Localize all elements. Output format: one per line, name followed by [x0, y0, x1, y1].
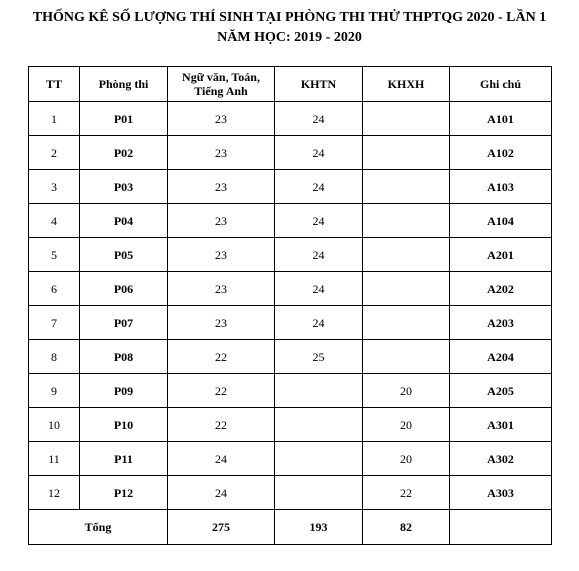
- cell-core: 23: [168, 272, 275, 306]
- cell-room: P12: [80, 476, 168, 510]
- cell-room: P03: [80, 170, 168, 204]
- cell-tt: 8: [29, 340, 80, 374]
- school-year-title: NĂM HỌC: 2019 - 2020: [217, 30, 362, 45]
- header-khtn: KHTN: [275, 67, 363, 102]
- cell-note: A301: [450, 408, 552, 442]
- cell-khxh: [363, 136, 450, 170]
- cell-khtn: 24: [275, 204, 363, 238]
- cell-core: 22: [168, 408, 275, 442]
- cell-tt: 3: [29, 170, 80, 204]
- cell-note: A204: [450, 340, 552, 374]
- cell-room: P01: [80, 102, 168, 136]
- cell-core: 23: [168, 170, 275, 204]
- cell-room: P09: [80, 374, 168, 408]
- table-row: [29, 340, 552, 374]
- cell-core: 23: [168, 204, 275, 238]
- cell-tt: 12: [29, 476, 80, 510]
- cell-khxh: [363, 238, 450, 272]
- cell-khxh: [363, 204, 450, 238]
- cell-khxh: 20: [363, 374, 450, 408]
- header-row: [29, 67, 552, 102]
- cell-khtn: [275, 476, 363, 510]
- cell-note: A302: [450, 442, 552, 476]
- total-row: [29, 510, 552, 545]
- table-row: [29, 102, 552, 136]
- cell-khxh: 20: [363, 408, 450, 442]
- table-row: [29, 238, 552, 272]
- total-khxh: 82: [363, 510, 450, 545]
- cell-core: 23: [168, 136, 275, 170]
- cell-room: P08: [80, 340, 168, 374]
- cell-khtn: [275, 442, 363, 476]
- cell-note: A102: [450, 136, 552, 170]
- table-row: [29, 442, 552, 476]
- header-tt: TT: [29, 67, 80, 102]
- cell-khtn: 25: [275, 340, 363, 374]
- cell-khtn: 24: [275, 272, 363, 306]
- cell-khxh: [363, 340, 450, 374]
- table-row: [29, 306, 552, 340]
- cell-khtn: [275, 374, 363, 408]
- cell-khxh: [363, 170, 450, 204]
- candidate-stats-table: [28, 66, 552, 545]
- cell-note: A101: [450, 102, 552, 136]
- total-label: Tổng: [29, 510, 168, 545]
- table-row: [29, 476, 552, 510]
- cell-khxh: 22: [363, 476, 450, 510]
- header-room: Phòng thi: [80, 67, 168, 102]
- table-row: [29, 374, 552, 408]
- cell-room: P05: [80, 238, 168, 272]
- cell-core: 22: [168, 374, 275, 408]
- cell-note: A103: [450, 170, 552, 204]
- header-core-subjects: [168, 67, 275, 102]
- cell-tt: 11: [29, 442, 80, 476]
- cell-khxh: [363, 272, 450, 306]
- cell-note: A104: [450, 204, 552, 238]
- header-core-line1: Ngữ văn, Toán,: [182, 70, 260, 84]
- cell-core: 23: [168, 102, 275, 136]
- cell-khxh: 20: [363, 442, 450, 476]
- cell-room: P06: [80, 272, 168, 306]
- cell-tt: 6: [29, 272, 80, 306]
- total-khtn: 193: [275, 510, 363, 545]
- cell-note: A202: [450, 272, 552, 306]
- cell-note: A203: [450, 306, 552, 340]
- table-row: [29, 170, 552, 204]
- total-core: 275: [168, 510, 275, 545]
- cell-core: 22: [168, 340, 275, 374]
- cell-core: 23: [168, 238, 275, 272]
- cell-khtn: 24: [275, 102, 363, 136]
- header-khxh: KHXH: [363, 67, 450, 102]
- cell-room: P10: [80, 408, 168, 442]
- cell-note: A303: [450, 476, 552, 510]
- cell-room: P11: [80, 442, 168, 476]
- table-row: [29, 272, 552, 306]
- document-title: THỐNG KÊ SỐ LƯỢNG THÍ SINH TẠI PHÒNG THI THỬ THPTQG 2020 - LẦN 1: [32, 10, 547, 25]
- cell-note: A205: [450, 374, 552, 408]
- table-body: [29, 102, 552, 510]
- cell-room: P07: [80, 306, 168, 340]
- table-row: [29, 136, 552, 170]
- cell-tt: 5: [29, 238, 80, 272]
- cell-core: 23: [168, 306, 275, 340]
- cell-khtn: 24: [275, 238, 363, 272]
- cell-room: P04: [80, 204, 168, 238]
- cell-tt: 10: [29, 408, 80, 442]
- cell-core: 24: [168, 476, 275, 510]
- cell-tt: 4: [29, 204, 80, 238]
- cell-tt: 9: [29, 374, 80, 408]
- cell-khxh: [363, 306, 450, 340]
- cell-khtn: 24: [275, 170, 363, 204]
- header-core-line2: Tiếng Anh: [194, 84, 248, 98]
- cell-room: P02: [80, 136, 168, 170]
- cell-note: A201: [450, 238, 552, 272]
- total-note: [450, 510, 552, 545]
- cell-khtn: 24: [275, 306, 363, 340]
- header-note: Ghi chú: [450, 67, 552, 102]
- cell-khtn: [275, 408, 363, 442]
- table-row: [29, 204, 552, 238]
- cell-tt: 1: [29, 102, 80, 136]
- table-row: [29, 408, 552, 442]
- cell-tt: 7: [29, 306, 80, 340]
- cell-khtn: 24: [275, 136, 363, 170]
- cell-khxh: [363, 102, 450, 136]
- cell-core: 24: [168, 442, 275, 476]
- cell-tt: 2: [29, 136, 80, 170]
